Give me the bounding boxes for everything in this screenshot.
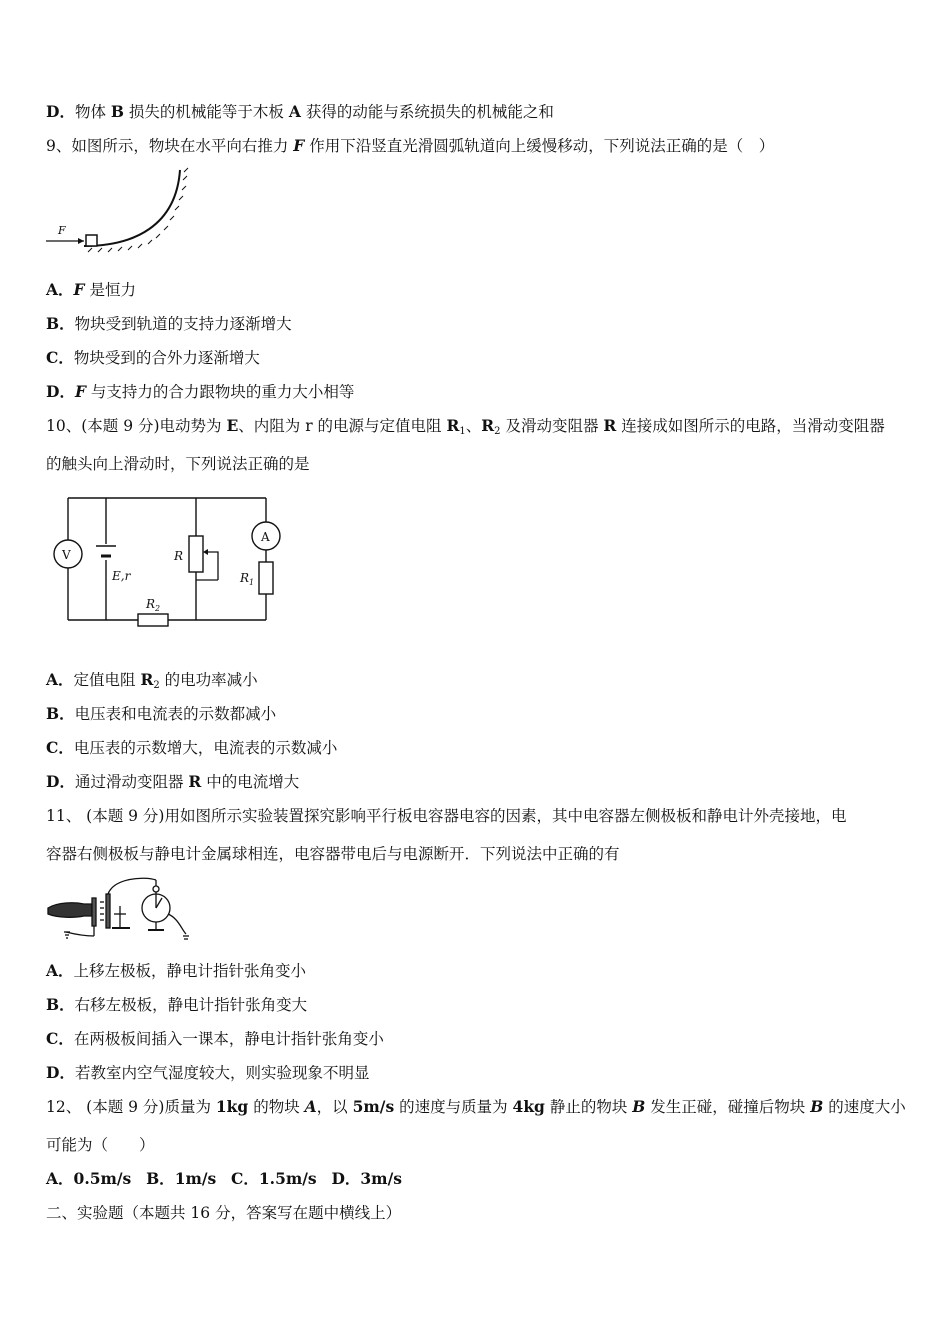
- q11-option-a[interactable]: A．上移左极板，静电计指针张角变小: [46, 961, 307, 980]
- resistor-r1: [259, 562, 273, 594]
- q12-stem-line2: 可能为（ ）: [46, 1136, 155, 1154]
- q12-stem-line1: 12、 (本题 9 分)质量为 1kg 的物块 A，以 5m/s 的速度与质量为 4kg 静止的物块 B 发生正碰，碰撞后物块 B 的速度大小: [46, 1097, 906, 1116]
- q11-option-b[interactable]: B．右移左极板，静电计指针张角变大: [46, 995, 308, 1014]
- q9-figure: [44, 166, 194, 256]
- q10-option-d[interactable]: D．通过滑动变阻器 R 中的电流增大: [46, 772, 300, 791]
- section-2-title: 二、实验题（本题共 16 分，答案写在题中横线上）: [46, 1204, 402, 1222]
- svg-text:R2: $R_2$: [146, 597, 161, 613]
- force-label: F: [58, 224, 66, 237]
- rheostat-icon: [189, 536, 203, 572]
- q11-stem-line1: 11、 (本题 9 分)用如图所示实验装置探究影响平行板电容器电容的因素，其中电容器左侧极板和静电计外壳接地，电: [46, 807, 847, 825]
- q9-option-c[interactable]: C．物块受到的合外力逐渐增大: [46, 348, 260, 367]
- q12-option-b[interactable]: B．1m/s: [146, 1169, 217, 1188]
- q12-option-a[interactable]: A．0.5m/s: [46, 1169, 132, 1188]
- svg-text:V: V: [62, 548, 71, 562]
- q9-option-a[interactable]: A．F 是恒力: [46, 280, 136, 299]
- q10-circuit: [50, 494, 290, 634]
- q10-option-a[interactable]: A．定值电阻 $R_2$ 的电功率减小: [46, 670, 258, 691]
- svg-text:E,r: E,r: [112, 569, 131, 583]
- q10-stem-line1: 10、(本题 9 分)电动势为 E、内阻为 r 的电源与定值电阻 $R_1$、$R_2$ 及滑动变阻器 R 连接成如图所示的电路，当滑动变阻器: [46, 416, 885, 437]
- q9-option-b[interactable]: B．物块受到轨道的支持力逐渐增大: [46, 314, 292, 333]
- q12-option-d[interactable]: D．3m/s: [331, 1169, 402, 1188]
- arc-hatching: [88, 168, 188, 252]
- q8-option-d[interactable]: D．物体 B 损失的机械能等于木板 A 获得的动能与系统损失的机械能之和: [46, 102, 554, 121]
- resistor-r2: [138, 614, 168, 626]
- svg-text:R1: $R_1$: [240, 571, 255, 587]
- q11-option-c[interactable]: C．在两极板间插入一课本，静电计指针张角变小: [46, 1029, 384, 1048]
- q10-option-b[interactable]: B．电压表和电流表的示数都减小: [46, 704, 277, 723]
- q10-stem-line2: 的触头向上滑动时，下列说法正确的是: [46, 455, 310, 473]
- q9-option-d[interactable]: D．F 与支持力的合力跟物块的重力大小相等: [46, 382, 355, 401]
- svg-text:A: A: [261, 530, 270, 544]
- q10-option-c[interactable]: C．电压表的示数增大，电流表的示数减小: [46, 738, 338, 757]
- arrow-head: [78, 238, 84, 244]
- q12-options: [46, 1169, 402, 1189]
- block: [86, 235, 97, 246]
- svg-text:R: R: [174, 549, 184, 563]
- q11-capacitor-electroscope-figure: [44, 874, 194, 948]
- arc-track: [84, 170, 180, 246]
- q12-option-c[interactable]: C．1.5m/s: [231, 1169, 317, 1188]
- hand-icon: [48, 903, 92, 918]
- q11-option-d[interactable]: D．若教室内空气湿度较大，则实验现象不明显: [46, 1063, 370, 1082]
- q9-stem: 9、如图所示，物块在水平向右推力 F 作用下沿竖直光滑圆弧轨道向上缓慢移动，下列说法正确的是（ ）: [46, 136, 775, 155]
- q11-stem-line2: 容器右侧极板与静电计金属球相连，电容器带电后与电源断开．下列说法中正确的有: [46, 845, 620, 863]
